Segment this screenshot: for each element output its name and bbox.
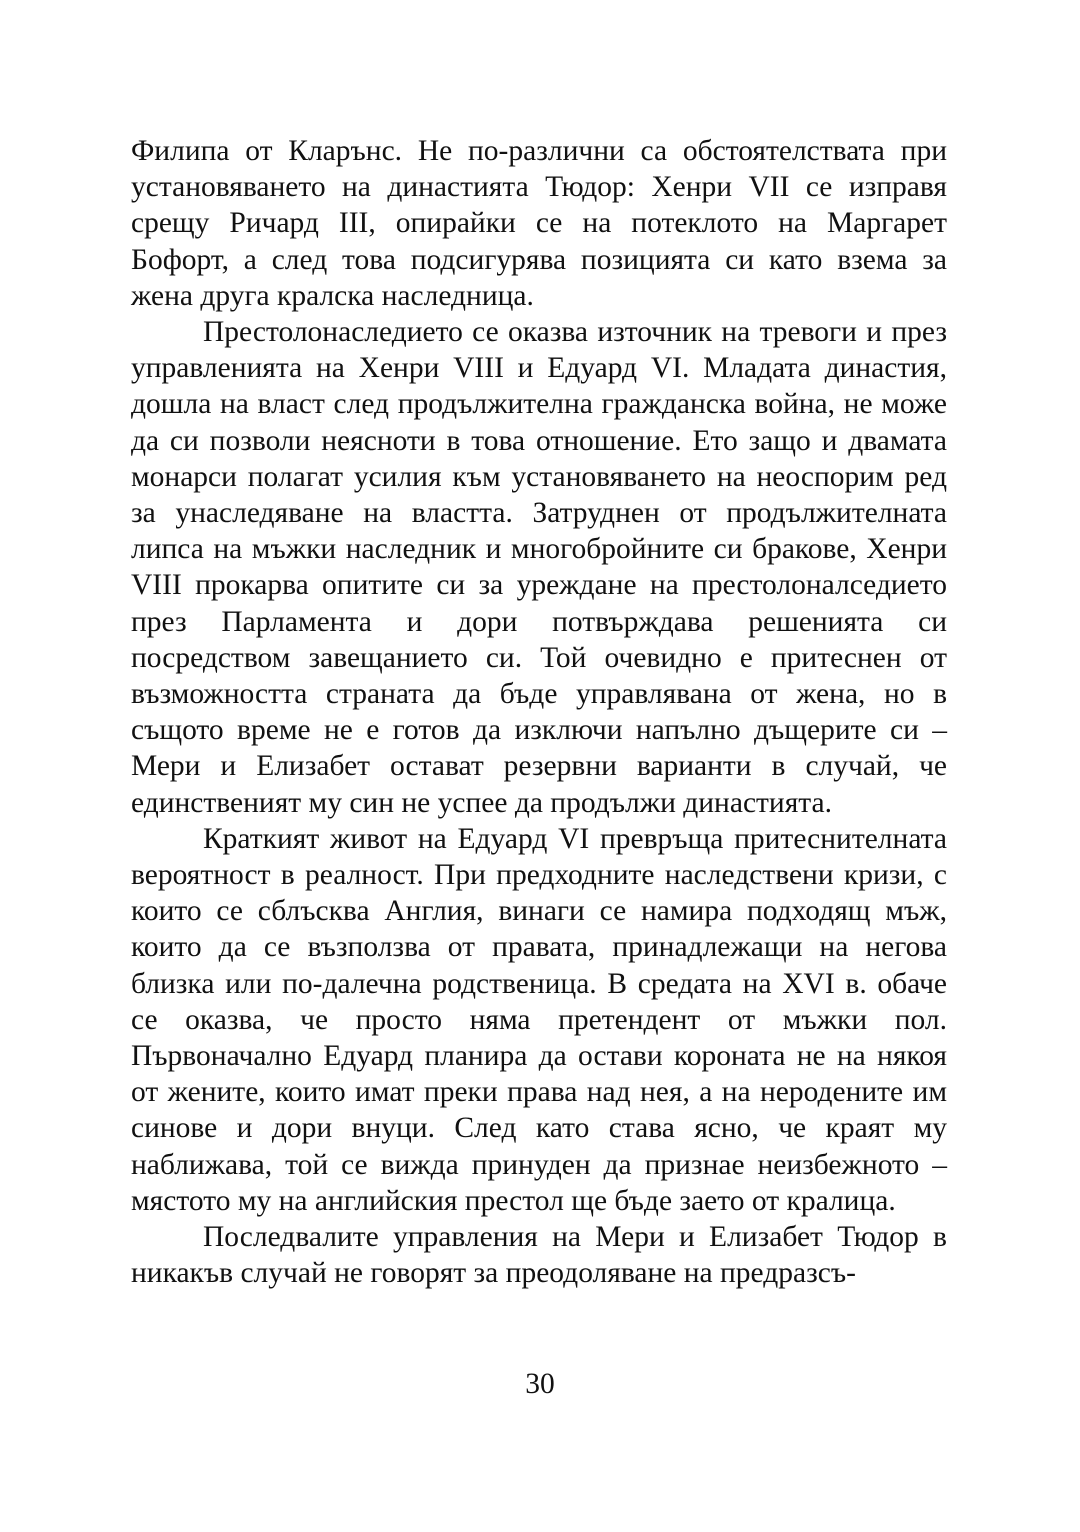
paragraph-3: Краткият живот на Едуард VI превръща притеснителната вероятност в реалност. При предходните наследствени кризи, с които се сблъсква Англия, винаги се намира подходящ мъж, които да се възползва от правата, принадлежащи на негова близка или по-далечна родственица. В средата на XVI в. обаче се оказва, че просто няма претендент от мъжки пол. Първоначално Едуард планира да остави короната не на някоя от жените, които имат преки права над нея, а на неродените им синове и дори внуци. След като става ясно, че краят му наближава, той се вижда принуден да признае неизбежното – мястото му на английския престол ще бъде заето от кралица.: [131, 822, 947, 1217]
page-number: 30: [525, 1368, 555, 1400]
paragraph-1: Филипа от Кларънс. Не по-различни са обстоятелствата при установяването на династията Тюдор: Хенри VII се изправя срещу Ричард III, опирайки се на потеклото на Маргарет Бофорт, а след това подсигурява позицията си като взема за жена друга кралска наследница.: [131, 135, 947, 312]
document-body: [131, 133, 947, 1292]
paragraph-2: Престолонаследието се оказва източник на тревоги и през управленията на Хенри VIII и Едуард VI. Младата династия, дошла на власт след продължителна гражданска война, не може да си позволи неясноти в това отношение. Ето защо и двамата монарси полагат усилия към установяването на неоспорим ред за унаследяване на властта. Затруднен от продължителната липса на мъжки наследник и многобройните си бракове, Хенри VIII прокарва опитите си за уреждане на престолоналседието през Парламента и дори потвърждава решенията си посредством завещанието си. Той очевидно е притеснен от възможността страната да бъде управлявана от жена, но в същото време не е готов да изключи напълно дъщерите си – Мери и Елизабет остават резервни варианти в случай, че единственият му син не успее да продължи династията.: [131, 316, 947, 819]
paragraph-4: Последвалите управления на Мери и Елизабет Тюдор в никакъв случай не говорят за преодоляване на предразсъ-: [131, 1221, 947, 1290]
